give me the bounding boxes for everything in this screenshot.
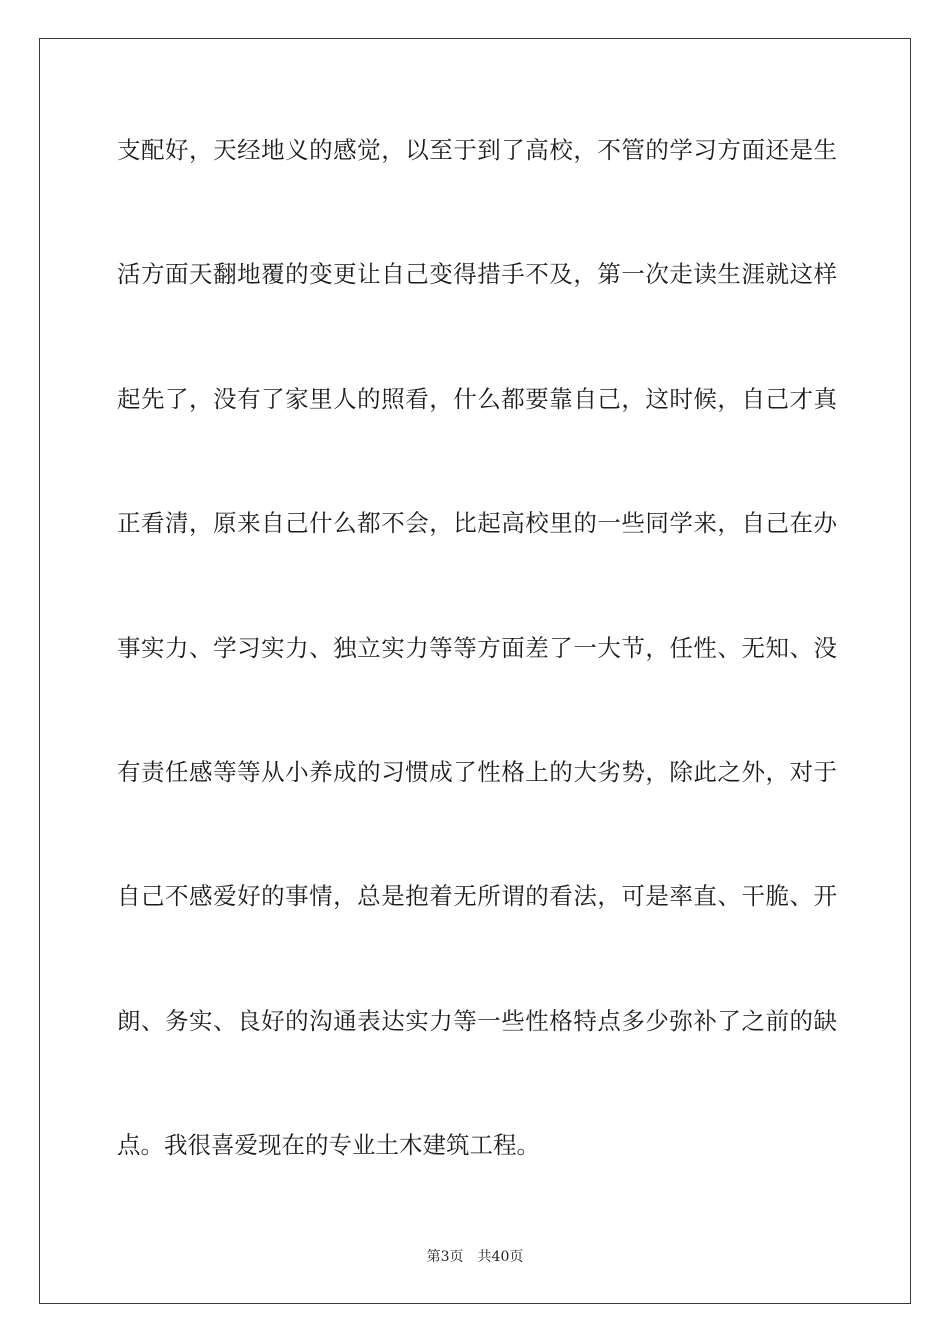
text-line: 有责任感等等从小养成的习惯成了性格上的大劣势，除此之外，对于 — [117, 757, 837, 786]
body-paragraph — [117, 126, 837, 1246]
text-line: 活方面天翻地覆的变更让自己变得措手不及，第一次走读生涯就这样 — [117, 260, 837, 289]
text-line: 起先了，没有了家里人的照看，什么都要靠自己，这时候，自己才真 — [117, 384, 837, 413]
text-line: 朗、务实、良好的沟通表达实力等一些性格特点多少弥补了之前的缺 — [117, 1006, 837, 1035]
text-line: 事实力、学习实力、独立实力等等方面差了一大节，任性、无知、没 — [117, 633, 837, 662]
text-line: 自己不感爱好的事情，总是抱着无所谓的看法，可是率直、干脆、开 — [117, 882, 837, 911]
text-line: 正看清，原来自己什么都不会，比起高校里的一些同学来，自己在办 — [117, 509, 837, 538]
text-line: 点。我很喜爱现在的专业土木建筑工程。 — [117, 1131, 540, 1160]
page-footer — [0, 1247, 950, 1267]
page-number: 第3页 — [426, 1249, 464, 1265]
total-pages: 共40页 — [477, 1249, 524, 1265]
text-line: 支配好，天经地义的感觉，以至于到了高校，不管的学习方面还是生 — [117, 136, 837, 164]
